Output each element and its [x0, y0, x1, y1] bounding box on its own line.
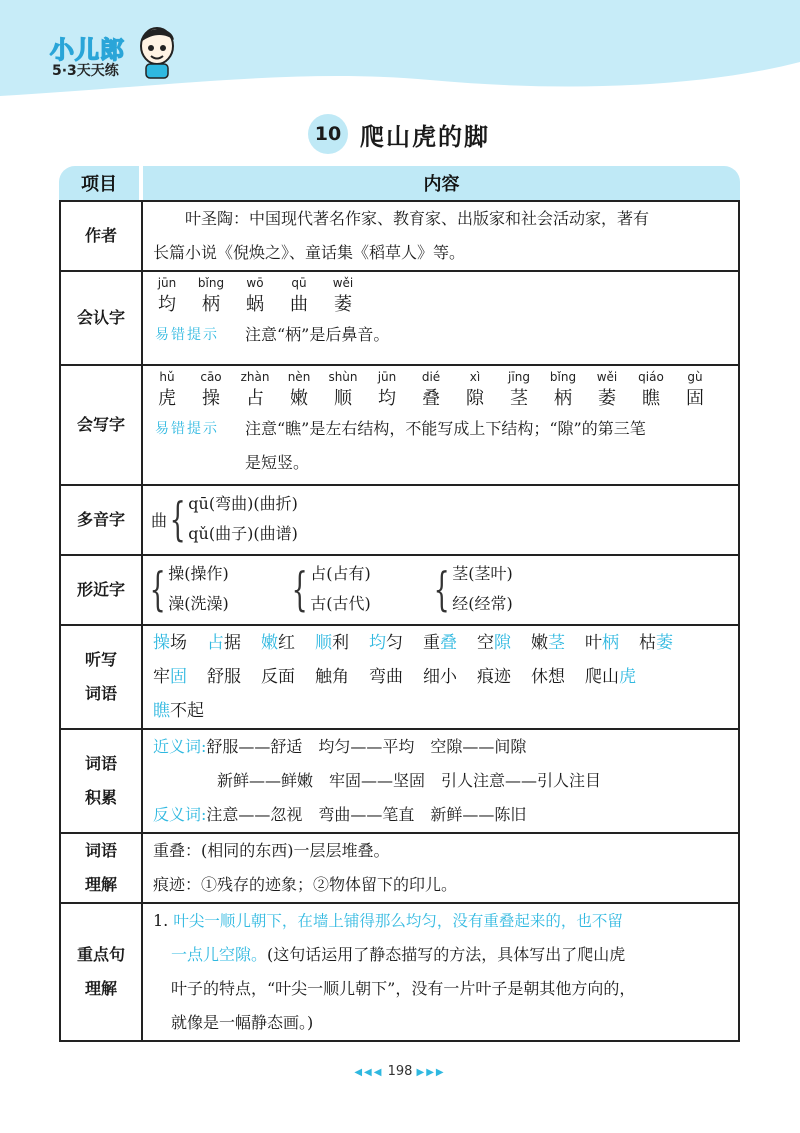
key-sentence-line-2: 一点儿空隙。 — [171, 945, 268, 964]
polyphone-reading-1: qū(弯曲)(曲折) — [188, 494, 298, 513]
row-key-sentence — [61, 902, 738, 1040]
hanzi: 瞧 — [642, 388, 660, 409]
pinyin: wō — [246, 276, 264, 290]
tip-text-line-2: 是短竖。 — [245, 453, 310, 472]
similar-item: 占(占有) — [310, 564, 371, 583]
polyphone-reading-2: qǔ(曲子)(曲谱) — [188, 524, 298, 543]
dictation-word: 舒服 — [207, 667, 241, 687]
hanzi: 蜗 — [246, 294, 264, 315]
pinyin: jūn — [377, 370, 397, 384]
similar-item: 澡(洗澡) — [168, 594, 229, 613]
lesson-title — [308, 112, 490, 156]
arrows-right-icon: ▶▶▶ — [416, 1067, 446, 1078]
hanzi: 固 — [686, 388, 704, 409]
sentence-number: 1. — [153, 911, 169, 930]
hanzi: 占 — [246, 388, 264, 409]
dictation-word: 嫩红 — [261, 633, 295, 653]
similar-item: 茎(茎叶) — [452, 564, 513, 583]
synonym-label: 近义词: — [153, 737, 207, 756]
dictation-word: 均匀 — [369, 633, 403, 653]
row-label: 作者 — [61, 202, 143, 270]
dictation-word: 枯萎 — [639, 633, 673, 653]
dictation-word: 操场 — [153, 633, 187, 653]
hanzi: 隙 — [466, 388, 484, 409]
pinyin: wěi — [332, 276, 354, 290]
antonym-label: 反义词: — [153, 805, 207, 824]
hanzi: 柄 — [202, 294, 220, 315]
row-understand — [61, 832, 738, 902]
row-similar — [61, 554, 738, 624]
antonym-line: 注意——忽视 弯曲——笔直 新鲜——陈旧 — [206, 805, 527, 824]
pinyin: bǐng — [197, 276, 225, 290]
row-label-line-2: 理解 — [84, 875, 117, 894]
row-label-line-1: 重点句 — [76, 945, 125, 964]
dictation-word: 牢固 — [153, 667, 187, 687]
row-dictation — [61, 624, 738, 728]
dictation-line-1 — [153, 626, 728, 660]
brace-icon: { — [291, 562, 308, 616]
pinyin: xì — [469, 370, 481, 384]
pinyin: shùn — [328, 370, 358, 384]
similar-group-1 — [147, 559, 289, 619]
pinyin: bǐng — [549, 370, 577, 384]
row-label-line-2: 理解 — [84, 979, 117, 998]
dictation-word: 休想 — [531, 667, 565, 687]
row-label-line-1: 听写 — [84, 650, 117, 669]
page-number: 198 — [387, 1064, 413, 1079]
hanzi: 嫩 — [290, 388, 308, 409]
row-accumulate — [61, 728, 738, 832]
row-polyphone — [61, 484, 738, 554]
row-label: 会认字 — [61, 272, 143, 364]
row-author — [61, 200, 738, 270]
synonym-line-2: 新鲜——鲜嫩 牢固——坚固 引人注意——引人注目 — [217, 771, 602, 790]
analysis-line-3: 就像是一幅静态画。) — [171, 1013, 314, 1032]
dictation-word: 爬山虎 — [585, 667, 636, 687]
hanzi: 叠 — [422, 388, 440, 409]
lesson-number: 10 — [308, 114, 348, 154]
dictation-line-3 — [153, 694, 728, 728]
pinyin: hǔ — [159, 370, 175, 384]
hanzi: 萎 — [334, 294, 352, 315]
analysis-line-1: (这句话运用了静态描写的方法，具体写出了爬山虎 — [267, 945, 626, 964]
pinyin: zhàn — [240, 370, 270, 384]
table-header — [59, 166, 740, 200]
similar-item: 经(经常) — [452, 594, 513, 613]
write-char-list — [145, 368, 728, 412]
tip-label: 易错提示 — [155, 421, 219, 437]
author-line-2: 长篇小说《倪焕之》、童话集《稻草人》等。 — [153, 243, 466, 262]
dictation-line-2 — [153, 660, 728, 694]
author-line-1: 叶圣陶：中国现代著名作家、教育家、出版家和社会活动家，著有 — [185, 209, 650, 228]
dictation-word: 弯曲 — [369, 667, 403, 687]
row-recognize — [61, 270, 738, 364]
row-label — [61, 834, 143, 902]
dictation-word: 占据 — [207, 633, 241, 653]
hanzi: 操 — [202, 388, 220, 409]
row-label-line-1: 词语 — [84, 754, 117, 773]
row-label — [61, 904, 143, 1040]
row-label: 形近字 — [61, 556, 143, 624]
polyphone-char: 曲 — [151, 510, 168, 530]
recognize-char-list — [145, 274, 728, 318]
pinyin: cāo — [200, 370, 222, 384]
brand-series: 5·3天天练 — [52, 63, 119, 79]
tip-text: 注意“柄”是后鼻音。 — [245, 325, 390, 344]
hanzi: 茎 — [510, 388, 528, 409]
dictation-word: 顺利 — [315, 633, 349, 653]
header-col-content: 内容 — [143, 166, 740, 200]
pinyin: wěi — [596, 370, 618, 384]
similar-item: 操(操作) — [168, 564, 229, 583]
dictation-word: 瞧不起 — [153, 701, 204, 721]
synonym-line-1: 舒服——舒适 均匀——平均 空隙——间隙 — [206, 737, 527, 756]
mascot-boy-icon — [136, 22, 178, 80]
arrows-left-icon: ◀◀◀ — [354, 1067, 384, 1078]
dictation-word: 触角 — [315, 667, 349, 687]
dictation-word: 重叠 — [423, 633, 457, 653]
row-write — [61, 364, 738, 484]
tip-text-line-1: 注意“瞧”是左右结构，不能写成上下结构；“隙”的第三笔 — [245, 419, 646, 438]
pinyin: nèn — [287, 370, 311, 384]
hanzi: 均 — [378, 388, 396, 409]
pinyin: qiáo — [638, 370, 664, 384]
lesson-title-text: 爬山虎的脚 — [360, 122, 490, 151]
pinyin: jīng — [508, 370, 530, 384]
lesson-table — [59, 166, 740, 1042]
brand-name: 小儿郎 — [50, 36, 125, 64]
pinyin: qū — [291, 276, 307, 290]
tip-label: 易错提示 — [155, 327, 219, 343]
key-sentence-line-1: 叶尖一顺儿朝下，在墙上铺得那么均匀，没有重叠起来的，也不留 — [173, 912, 623, 930]
brace-icon: { — [169, 492, 186, 546]
row-label: 多音字 — [61, 486, 143, 554]
pinyin: dié — [421, 370, 441, 384]
understand-line-2: 痕迹：①残存的迹象；②物体留下的印儿。 — [153, 875, 458, 894]
hanzi: 顺 — [334, 388, 352, 409]
header-col-item: 项目 — [59, 166, 139, 200]
similar-item: 古(古代) — [310, 594, 371, 613]
page-footer — [0, 1064, 800, 1079]
similar-group-3 — [431, 559, 573, 619]
analysis-line-2: 叶子的特点，“叶尖一顺儿朝下”，没有一片叶子是朝其他方向的， — [171, 979, 636, 998]
hanzi: 虎 — [158, 388, 176, 409]
brace-icon: { — [433, 562, 450, 616]
row-label — [61, 626, 143, 728]
hanzi: 均 — [158, 294, 176, 315]
similar-group-2 — [289, 559, 431, 619]
pinyin: gù — [687, 370, 703, 384]
row-label-line-2: 词语 — [84, 684, 117, 703]
row-label-line-2: 积累 — [84, 788, 117, 807]
hanzi: 萎 — [598, 388, 616, 409]
dictation-word: 细小 — [423, 667, 457, 687]
brace-icon: { — [149, 562, 166, 616]
understand-line-1: 重叠：(相同的东西)一层层堆叠。 — [153, 841, 390, 860]
dictation-word: 痕迹 — [477, 667, 511, 687]
dictation-word: 空隙 — [477, 633, 511, 653]
dictation-word: 反面 — [261, 667, 295, 687]
row-label — [61, 730, 143, 832]
dictation-word: 嫩茎 — [531, 633, 565, 653]
pinyin: jūn — [157, 276, 177, 290]
row-label: 会写字 — [61, 366, 143, 484]
row-label-line-1: 词语 — [84, 841, 117, 860]
dictation-word: 叶柄 — [585, 633, 619, 653]
hanzi: 柄 — [554, 388, 572, 409]
hanzi: 曲 — [290, 294, 308, 315]
